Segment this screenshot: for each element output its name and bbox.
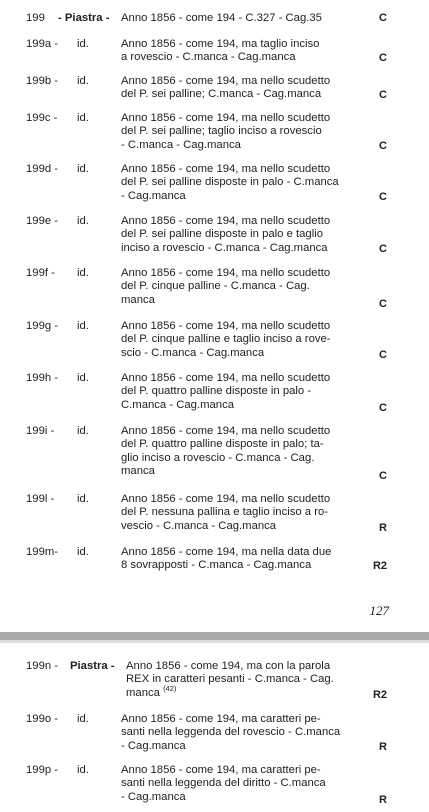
entry-number: 199f - xyxy=(26,267,55,279)
description-line: inciso a rovescio - C.manca - Cag.manca xyxy=(121,241,328,254)
entry-description xyxy=(121,163,359,203)
description-line: 8 sovrapposti - C.manca - Cag.manca xyxy=(121,559,312,572)
rarity-badge: C xyxy=(379,12,387,24)
description-line: Anno 1856 - come 194, ma nello scudetto xyxy=(121,267,331,279)
description-line: santi nella leggenda del diritto - C.manca xyxy=(121,777,326,790)
rarity-badge: C xyxy=(379,243,387,255)
entry-description xyxy=(121,425,359,479)
rarity-badge: C xyxy=(379,191,387,203)
entry-number: 199l - xyxy=(26,493,55,505)
entry-number: 199d - xyxy=(26,163,59,175)
description-line: scio - C.manca - Cag.manca xyxy=(121,346,265,359)
entry-number: 199m- xyxy=(26,546,59,558)
description-line: Anno 1856 - come 194, ma nello scudetto xyxy=(121,425,331,437)
description-line: santi nella leggenda del rovescio - C.manca xyxy=(121,726,341,739)
description-line: Anno 1856 - come 194, ma caratteri pe- xyxy=(121,764,321,776)
description-line: manca xyxy=(121,293,155,306)
footnote-ref: (42) xyxy=(163,684,177,694)
description-line: del P. cinque palline e taglio inciso a rove- xyxy=(121,333,331,346)
description-line: Anno 1856 - come 194, ma nello scudetto xyxy=(121,320,331,332)
rarity-badge: C xyxy=(379,52,387,64)
description-line: del P. quattro palline disposte in palo - xyxy=(121,385,312,398)
rarity-badge: C xyxy=(379,89,387,101)
entry-number: 199p - xyxy=(26,764,59,776)
entry-label: id. xyxy=(77,112,89,124)
entry-label: id. xyxy=(77,38,89,50)
description-line: C.manca - Cag.manca xyxy=(121,398,235,411)
entry-number: 199e - xyxy=(26,215,59,227)
entry-number: 199n - xyxy=(26,660,59,672)
entry-label: id. xyxy=(77,493,89,505)
entry-label: Piastra - xyxy=(70,660,115,672)
entry-description xyxy=(121,112,359,152)
page-divider-shadow xyxy=(0,640,429,643)
description-line: - Cag.manca xyxy=(121,739,186,752)
page-number: 127 xyxy=(369,603,389,618)
entry-label: id. xyxy=(77,764,89,776)
description-line: del P. nessuna pallina e taglio inciso a ro- xyxy=(121,506,329,519)
entry-description xyxy=(121,372,359,412)
entry-description xyxy=(121,546,359,573)
entry-description xyxy=(121,12,359,25)
entry-description xyxy=(121,493,359,533)
entry-number: 199a - xyxy=(26,38,59,50)
entry-number: 199h - xyxy=(26,372,59,384)
description-line: Anno 1856 - come 194, ma nello scudetto xyxy=(121,112,331,124)
entry-label: id. xyxy=(77,372,89,384)
entry-description xyxy=(121,320,359,360)
entry-label: id. xyxy=(77,267,89,279)
description-line: Anno 1856 - come 194, ma taglio inciso xyxy=(121,38,320,50)
entry-description xyxy=(121,38,359,65)
entry-number: 199i - xyxy=(26,425,55,437)
description-line: - Cag.manca xyxy=(121,189,186,202)
entry-number: 199o - xyxy=(26,713,59,725)
entry-description xyxy=(121,267,359,307)
entry-number: 199b - xyxy=(26,75,59,87)
rarity-badge: C xyxy=(379,470,387,482)
entry-label: id. xyxy=(77,75,89,87)
description-line: Anno 1856 - come 194, ma nello scudetto xyxy=(121,163,331,175)
description-line: del P. sei palline disposte in palo e taglio xyxy=(121,228,324,241)
entry-description xyxy=(126,660,364,700)
description-line: Anno 1856 - come 194 - C.327 - Cag.35 xyxy=(121,12,322,24)
description-text: manca xyxy=(126,686,160,699)
entry-label: id. xyxy=(77,320,89,332)
description-line: glio inciso a rovescio - C.manca - Cag. xyxy=(121,451,315,464)
rarity-badge: R2 xyxy=(372,560,387,572)
description-line: vescio - C.manca - Cag.manca xyxy=(121,519,277,532)
entry-number: 199 xyxy=(26,12,45,24)
description-line: - C.manca - Cag.manca xyxy=(121,138,241,151)
entry-description xyxy=(121,764,359,804)
description-line: manca xyxy=(121,465,155,478)
entry-description xyxy=(121,215,359,255)
description-line: - Cag.manca xyxy=(121,790,186,803)
description-line: Anno 1856 - come 194, ma con la parola xyxy=(126,660,331,672)
entry-label: - Piastra - xyxy=(58,12,110,24)
description-line: Anno 1856 - come 194, ma nello scudetto xyxy=(121,493,331,505)
description-line: REX in caratteri pesanti - C.manca - Cag. xyxy=(126,673,334,686)
description-line: Anno 1856 - come 194, ma nello scudetto xyxy=(121,372,331,384)
rarity-badge: R xyxy=(379,741,387,753)
description-line: del P. cinque palline - C.manca - Cag. xyxy=(121,280,310,293)
entry-label: id. xyxy=(77,546,89,558)
entry-label: id. xyxy=(77,215,89,227)
rarity-badge: C xyxy=(379,349,387,361)
rarity-badge: R xyxy=(379,522,387,534)
entry-description xyxy=(121,75,359,102)
description-line: del P. sei palline; taglio inciso a rovescio xyxy=(121,125,322,138)
entry-number: 199g - xyxy=(26,320,59,332)
rarity-badge: R xyxy=(379,794,387,806)
description-line: del P. quattro palline disposte in palo; ta- xyxy=(121,438,324,451)
description-line: Anno 1856 - come 194, ma nello scudetto xyxy=(121,75,331,87)
rarity-badge: R2 xyxy=(372,689,387,701)
rarity-badge: C xyxy=(379,402,387,414)
rarity-badge: C xyxy=(379,140,387,152)
page-divider xyxy=(0,632,429,640)
rarity-badge: C xyxy=(379,298,387,310)
entry-label: id. xyxy=(77,163,89,175)
description-line xyxy=(126,684,364,700)
entry-label: id. xyxy=(77,713,89,725)
description-line: a rovescio - C.manca - Cag.manca xyxy=(121,51,296,64)
entry-label: id. xyxy=(77,425,89,437)
description-line: Anno 1856 - come 194, ma nella data due xyxy=(121,546,332,558)
description-line: del P. sei palline; C.manca - Cag.manca xyxy=(121,88,322,101)
description-line: Anno 1856 - come 194, ma caratteri pe- xyxy=(121,713,321,725)
entry-number: 199c - xyxy=(26,112,58,124)
description-line: del P. sei palline disposte in palo - C.manca xyxy=(121,176,339,189)
entry-description xyxy=(121,713,359,753)
description-line: Anno 1856 - come 194, ma nello scudetto xyxy=(121,215,331,227)
